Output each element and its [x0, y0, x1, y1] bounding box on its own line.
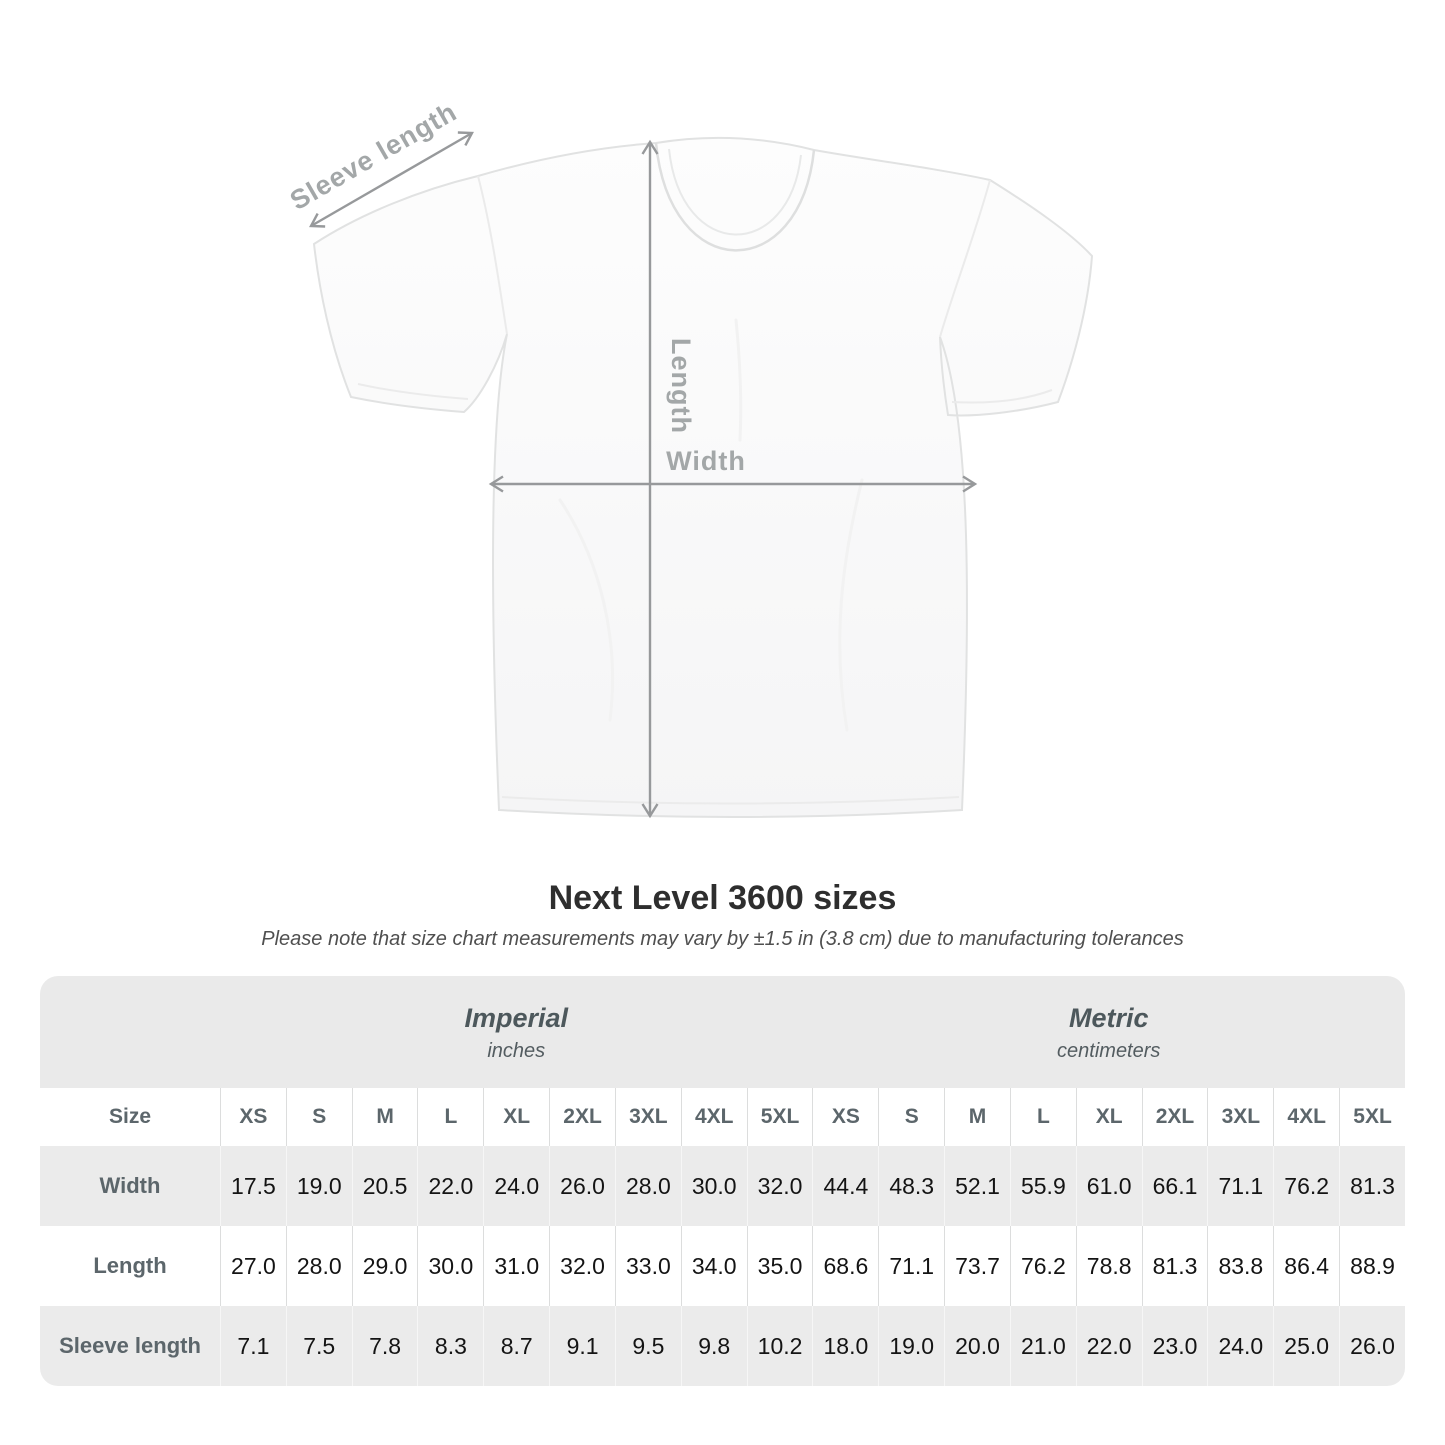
width-value: 55.9 [1010, 1146, 1076, 1226]
width-value: 17.5 [220, 1146, 286, 1226]
unit-group-row [40, 976, 1405, 1088]
sleeve-value: 9.8 [681, 1306, 747, 1386]
sleeve-value: 24.0 [1207, 1306, 1273, 1386]
length-value: 73.7 [944, 1226, 1010, 1306]
size-chart-container [40, 976, 1405, 1386]
imperial-label: Imperial [464, 1002, 568, 1033]
size-col-header: M [352, 1088, 418, 1146]
size-col-header: 2XL [549, 1088, 615, 1146]
sleeve-value: 7.1 [220, 1306, 286, 1386]
size-header-row [40, 1088, 1405, 1146]
size-col-header: 4XL [1273, 1088, 1339, 1146]
length-value: 71.1 [878, 1226, 944, 1306]
row-label: Sleeve length [40, 1306, 220, 1386]
size-col-header: 5XL [747, 1088, 813, 1146]
width-value: 76.2 [1273, 1146, 1339, 1226]
length-label: Length [666, 338, 696, 434]
sleeve-value: 26.0 [1339, 1306, 1405, 1386]
length-value: 68.6 [812, 1226, 878, 1306]
sleeve-value: 21.0 [1010, 1306, 1076, 1386]
length-value: 86.4 [1273, 1226, 1339, 1306]
sleeve-value: 22.0 [1076, 1306, 1142, 1386]
sleeve-length-label: Sleeve length [284, 96, 463, 216]
sleeve-value: 18.0 [812, 1306, 878, 1386]
size-col-header: M [944, 1088, 1010, 1146]
length-value: 76.2 [1010, 1226, 1076, 1306]
size-col-header: XS [220, 1088, 286, 1146]
page-title: Next Level 3600 sizes [548, 879, 897, 917]
sleeve-value: 7.5 [286, 1306, 352, 1386]
length-value: 28.0 [286, 1226, 352, 1306]
width-value: 48.3 [878, 1146, 944, 1226]
width-value: 20.5 [352, 1146, 418, 1226]
sleeve-value: 19.0 [878, 1306, 944, 1386]
sleeve-value: 20.0 [944, 1306, 1010, 1386]
length-value: 29.0 [352, 1226, 418, 1306]
width-value: 32.0 [747, 1146, 813, 1226]
length-value: 31.0 [483, 1226, 549, 1306]
size-col-header: 3XL [1207, 1088, 1273, 1146]
width-label: Width [666, 446, 746, 476]
size-col-header: XL [483, 1088, 549, 1146]
length-value: 33.0 [615, 1226, 681, 1306]
size-header-label: Size [40, 1088, 220, 1146]
row-label: Width [40, 1146, 220, 1226]
width-value: 71.1 [1207, 1146, 1273, 1226]
width-value: 28.0 [615, 1146, 681, 1226]
corner-cell [40, 976, 220, 1088]
sleeve-value: 25.0 [1273, 1306, 1339, 1386]
metric-unit: centimeters [1057, 1039, 1161, 1062]
width-row [40, 1146, 1405, 1226]
width-value: 26.0 [549, 1146, 615, 1226]
sleeve-value: 10.2 [747, 1306, 813, 1386]
size-col-header: 3XL [615, 1088, 681, 1146]
sleeve-value: 8.3 [417, 1306, 483, 1386]
tolerance-note: Please note that size chart measurements may vary by ±1.5 in (3.8 cm) due to manufacturing tolerances [261, 928, 1184, 950]
length-value: 83.8 [1207, 1226, 1273, 1306]
size-col-header: XS [812, 1088, 878, 1146]
length-value: 32.0 [549, 1226, 615, 1306]
width-value: 22.0 [417, 1146, 483, 1226]
width-value: 44.4 [812, 1146, 878, 1226]
metric-label: Metric [1068, 1002, 1149, 1033]
length-value: 78.8 [1076, 1226, 1142, 1306]
size-col-header: S [878, 1088, 944, 1146]
metric-group-header [812, 976, 1405, 1088]
width-value: 19.0 [286, 1146, 352, 1226]
width-value: 66.1 [1142, 1146, 1208, 1226]
length-value: 34.0 [681, 1226, 747, 1306]
size-chart-table [40, 976, 1405, 1386]
size-col-header: L [1010, 1088, 1076, 1146]
length-value: 27.0 [220, 1226, 286, 1306]
size-col-header: L [417, 1088, 483, 1146]
sleeve-value: 9.1 [549, 1306, 615, 1386]
size-col-header: S [286, 1088, 352, 1146]
length-value: 30.0 [417, 1226, 483, 1306]
length-value: 88.9 [1339, 1226, 1405, 1306]
width-value: 24.0 [483, 1146, 549, 1226]
width-value: 81.3 [1339, 1146, 1405, 1226]
size-col-header: 5XL [1339, 1088, 1405, 1146]
row-label: Length [40, 1226, 220, 1306]
sleeve-value: 7.8 [352, 1306, 418, 1386]
imperial-group-header [220, 976, 812, 1088]
width-value: 30.0 [681, 1146, 747, 1226]
length-value: 35.0 [747, 1226, 813, 1306]
size-col-header: 2XL [1142, 1088, 1208, 1146]
sleeve-value: 23.0 [1142, 1306, 1208, 1386]
size-col-header: 4XL [681, 1088, 747, 1146]
width-value: 52.1 [944, 1146, 1010, 1226]
sleeve-value: 8.7 [483, 1306, 549, 1386]
sleeve-value: 9.5 [615, 1306, 681, 1386]
length-value: 81.3 [1142, 1226, 1208, 1306]
imperial-unit: inches [487, 1039, 546, 1062]
size-col-header: XL [1076, 1088, 1142, 1146]
sleeve-length-row [40, 1306, 1405, 1386]
length-row [40, 1226, 1405, 1306]
width-value: 61.0 [1076, 1146, 1142, 1226]
